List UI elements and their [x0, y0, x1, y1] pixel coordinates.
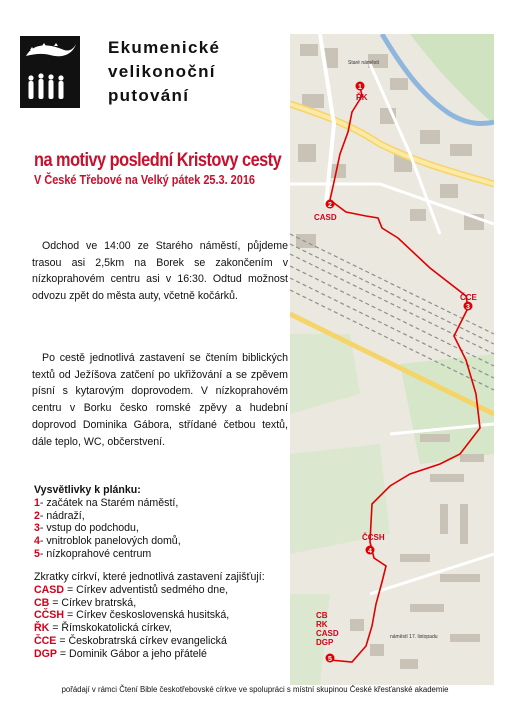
title-line-2: velikonoční [108, 62, 216, 81]
legend-heading: Vysvětlivky k plánku: [34, 484, 141, 496]
logo [20, 36, 80, 108]
program-text: Po cestě jednotlivá zastavení se čtením biblických textů od Ježíšova zatčení po ukřižování a se zpěvem písní s kytarovým doprovodem. V nízkoprahovém centru v Borku česko romské zpěvy a hudební doprovod Dominika Gábora, střídané četbou textů, dále teplo, WC, občerstvení. [32, 352, 288, 448]
intro-paragraph [32, 238, 288, 305]
stop-1-label: ŘK [356, 93, 368, 102]
abbrev-item: ČCE = Českobratrská církev evangelická [34, 634, 227, 647]
title-line-1: Ekumenické [108, 38, 221, 57]
title-line-3: putování [108, 86, 190, 105]
svg-text:2: 2 [328, 202, 332, 209]
footer: pořádají v rámci Čtení Bible českotřebovské církve ve spolupráci s místní skupinou České křesťanské akademie [61, 685, 449, 694]
place-label-square: náměstí 17. listopadu [390, 634, 438, 640]
abbrev-item: CB = Církev bratrská, [34, 596, 137, 609]
pilgrims-logo-icon [20, 36, 80, 108]
stop-5-label-line: CB [316, 611, 328, 620]
stop-2-label: CASD [314, 213, 337, 222]
subtitle: na motivy poslední Kristovy cesty [34, 150, 282, 171]
svg-text:3: 3 [466, 304, 470, 311]
abbreviations [34, 571, 265, 661]
legend-item: 5- nízkoprahové centrum [34, 547, 152, 560]
svg-text:1: 1 [358, 84, 362, 91]
date-line: V České Třebové na Velký pátek 25.3. 2016 [34, 172, 255, 187]
abbrev-item: CČSH = Církev československá husitská, [34, 609, 230, 622]
legend-item: 3- vstup do podchodu, [34, 522, 139, 535]
abbrev-heading: Zkratky církví, které jednotlivá zastavení zajišťují: [34, 571, 265, 583]
program-paragraph [32, 350, 288, 450]
stop-5-label-line: DGP [316, 638, 334, 647]
abbrev-item: ŘK = Římskokatolická církev, [34, 622, 172, 635]
legend-item: 1- začátek na Starém náměstí, [34, 496, 179, 509]
stop-3-label: ČCE [460, 293, 477, 302]
stop-4-label: ČCSH [362, 533, 385, 542]
abbrev-item: DGP = Dominik Gábor a jeho přátelé [34, 647, 207, 660]
svg-text:4: 4 [368, 548, 372, 555]
abbrev-item: CASD = Církev adventistů sedmého dne, [34, 583, 229, 596]
stop-5-label-line: RK [316, 620, 328, 629]
route-map [290, 34, 494, 685]
stop-5-label-line: CASD [316, 629, 339, 638]
legend-item: 2- nádraží, [34, 509, 85, 522]
intro-text: Odchod ve 14:00 ze Starého náměstí, půjdeme trasou asi 2,5km na Borek se zakončením v nízkoprahovém centru asi v 16:30. Odtud možnost odvozu zpět do města auty, včetně kočárků. [32, 240, 288, 303]
legend-item: 4- vnitroblok panelových domů, [34, 535, 181, 548]
svg-text:5: 5 [328, 656, 332, 663]
place-label-old-square: Staré náměstí [348, 60, 380, 66]
map-canvas [290, 34, 494, 685]
legend [34, 484, 181, 561]
